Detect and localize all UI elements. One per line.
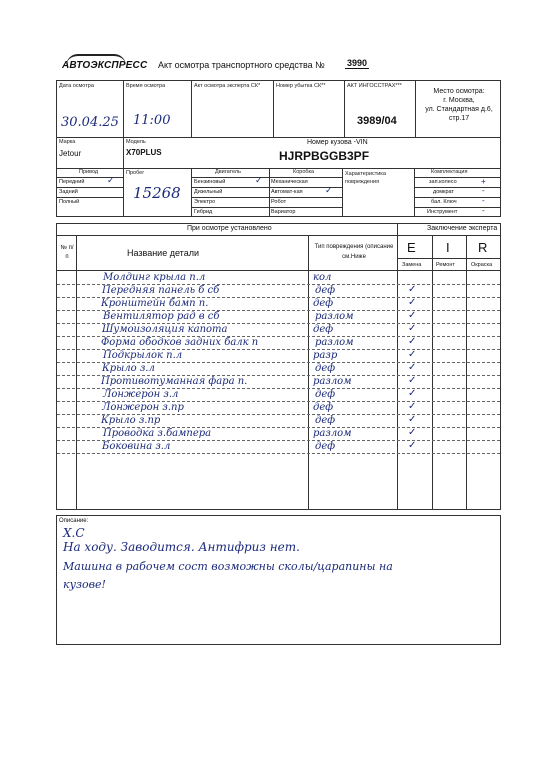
damage-type: деф [315,389,336,400]
damage-type: разлом [315,311,354,322]
brand-value: Jetour [59,149,82,158]
vehicle-id-block [56,136,501,169]
part-name: Молдинг крыла п.л [103,272,206,283]
inspection-section-title: При осмотре установлено [187,225,272,232]
engine-electric: Электро [194,199,216,205]
table-row-divider [57,453,500,454]
description-label: Описание: [59,518,89,524]
part-name: Лонжерон з.л [103,389,179,400]
column-replace-subheader: Замена [402,262,422,268]
part-name: Проводка з.бампера [103,428,212,439]
kit-tools: Инструмент [427,209,458,215]
part-name: Шумоизоляция капота [102,324,228,335]
ingos-act-value: 3989/04 [357,115,397,127]
model-label: Модель [126,139,146,145]
vin-label: Номер кузова -VIN [307,139,368,146]
gearbox-label: Коробка [293,169,315,175]
vin-value: HJRPBGGB3PF [279,149,370,163]
description-line-1: Х.С [63,526,85,540]
replace-check-icon: ✓ [408,310,417,321]
description-line-4: кузове! [63,578,106,591]
damage-type: деф [313,402,334,413]
kit-wrench: бал. Ключ [431,199,457,205]
damage-type: разлом [313,376,352,387]
replace-check-icon: ✓ [408,440,417,451]
kit-wrench-mark: - [482,196,485,205]
replace-check-icon: ✓ [408,427,417,438]
engine-label: Двигатель [215,169,241,175]
time-value: 11:00 [133,113,171,128]
kit-spare-wheel-mark: + [481,177,486,186]
place-line-3: стр.17 [448,115,470,122]
replace-check-icon: ✓ [408,388,417,399]
part-name: Лонжерон з.пр [102,402,184,413]
column-paint-subheader: Окраска [471,262,493,268]
column-e-header: E [407,240,416,255]
kit-label: Комплектация [431,169,468,175]
place-line-1: г. Москва, [443,97,475,104]
drive-front: Передний [59,179,85,185]
replace-check-icon: ✓ [408,362,417,373]
description-block [56,515,501,645]
damage-type: деф [315,363,336,374]
company-logo [62,54,148,74]
drive-full: Полный [59,199,80,205]
expert-act-label: Акт осмотра эксперта СК* [194,83,261,89]
drive-front-check-icon: ✓ [107,175,115,185]
replace-check-icon: ✓ [408,414,417,425]
damage-type: разр [313,350,338,361]
part-name: Форма ободков задних балк п [101,337,259,348]
kit-tools-mark: - [482,206,485,215]
ingos-act-label: АКТ ИНГОССТРАХ*** [347,83,402,89]
date-value: 30.04.25 [61,115,119,130]
replace-check-icon: ✓ [408,323,417,334]
replace-check-icon: ✓ [408,336,417,347]
replace-check-icon: ✓ [408,349,417,360]
date-label: Дата осмотра [59,83,94,89]
inspection-place [419,87,499,123]
description-line-2: На ходу. Заводится. Антифриз нет. [63,540,300,554]
damage-type: деф [315,441,336,452]
engine-petrol-check-icon: ✓ [255,175,263,185]
part-name: Вентилятор рад в сб [103,311,220,322]
gearbox-automatic-check-icon: ✓ [325,185,333,195]
loss-number-label: Номер убытка СК** [276,83,326,89]
gearbox-automatic: Автомат-кая [271,189,303,195]
top-info-block [56,80,501,138]
part-name: Крыло з.пр [101,415,161,426]
damage-type: деф [313,324,334,335]
place-line-2: ул. Стандартная д.6, [425,106,493,113]
column-repair-subheader: Ремонт [436,262,455,268]
drive-rear: Задний [59,189,78,195]
part-name: Противотуманная фара п. [101,376,248,387]
engine-hybrid: Гибрид [194,209,213,215]
document-number: 3990 [347,58,368,68]
damage-type: разлом [315,337,354,348]
part-name: Подкрылок п.л [103,350,183,361]
column-damage-type-header: Тип повреждения (описание см.Ниже [314,244,394,260]
description-line-3: Машина в рабочем сост возможны сколы/царапины на [63,560,393,573]
engine-diesel: Дизельный [194,189,223,195]
logo-text: АВТОЭКСПРЕСС [62,60,148,71]
document-title: Акт осмотра транспортного средства № [158,60,325,70]
gearbox-robot: Робот [271,199,287,205]
damage-type: кол [313,272,332,283]
replace-check-icon: ✓ [408,284,417,295]
time-label: Время осмотра [126,83,166,89]
gearbox-manual: Механическая [271,179,308,185]
damage-type: разлом [313,428,352,439]
column-r-header: R [478,240,488,255]
inspection-table [56,223,501,510]
part-name: Крыло з.л [102,363,155,374]
model-value: X70PLUS [126,148,162,157]
column-i-header: I [446,240,450,255]
column-number-header: № п/п [60,245,74,260]
engine-petrol: Бензиновый [194,179,226,185]
kit-jack: домкрат [433,189,454,195]
damage-type: деф [313,298,334,309]
part-name: Передняя панель б сб [102,285,220,296]
column-part-name-header: Название детали [127,248,199,258]
damage-type: деф [315,285,336,296]
brand-label: Марка [59,139,76,145]
replace-check-icon: ✓ [408,297,417,308]
damage-type: деф [315,415,336,426]
kit-jack-mark: - [482,186,485,195]
gearbox-cvt: Вариатор [271,209,296,215]
part-name: Кронштейн бамп п. [101,298,209,309]
replace-check-icon: ✓ [408,401,417,412]
mileage-value: 15268 [133,184,181,202]
drive-label: Привод [79,169,99,175]
kit-spare-wheel: зап.колесо [429,179,457,185]
vehicle-specs-block [56,168,501,217]
damage-characteristic-label: Характеристика повреждения [345,171,386,185]
replace-check-icon: ✓ [408,375,417,386]
place-label: Место осмотра: [433,88,485,95]
mileage-label: Пробег [126,170,145,176]
conclusion-title: Заключение эксперта [427,225,498,232]
part-name: Боковина з.л [102,441,171,452]
